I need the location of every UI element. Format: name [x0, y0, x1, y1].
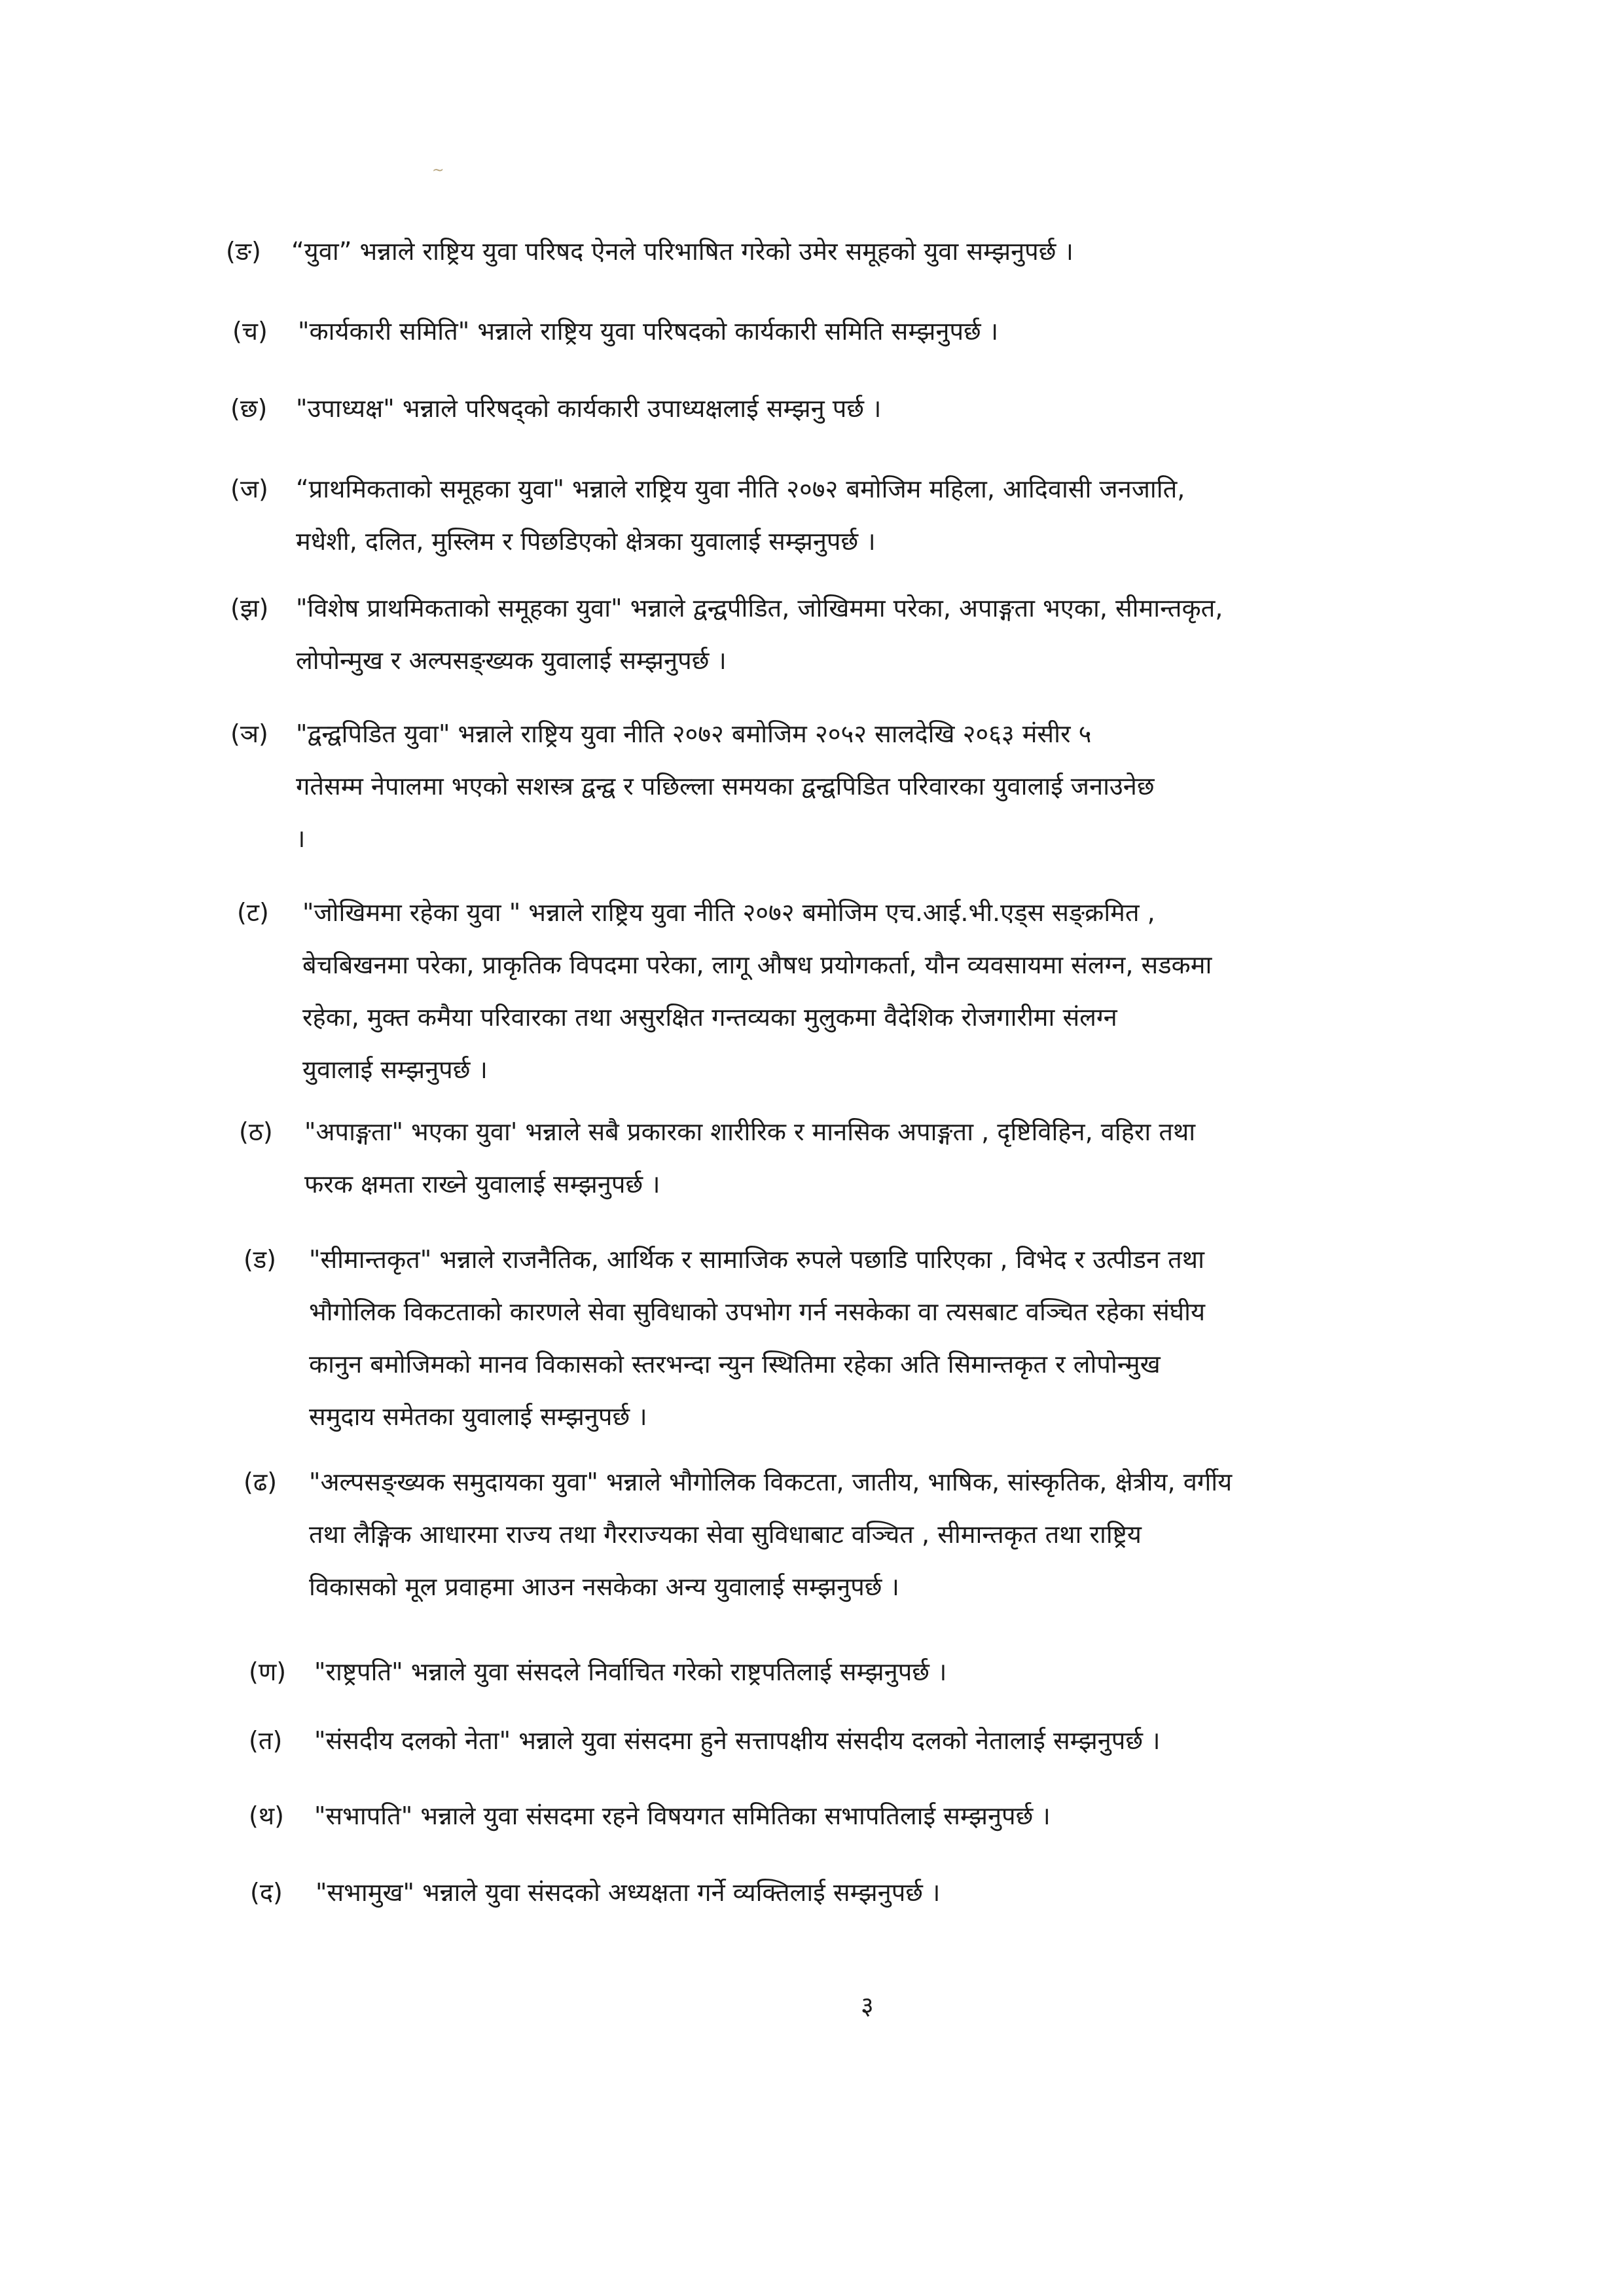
clause-da2	[250, 1880, 940, 1905]
clause-line	[230, 396, 881, 421]
clause-na	[249, 1659, 947, 1684]
clause-line	[244, 1470, 1232, 1494]
clause-marker: (छ)	[230, 394, 268, 423]
clause-line	[249, 1803, 1051, 1828]
clause-line	[230, 648, 1223, 673]
clause-line	[244, 1299, 1205, 1324]
clause-text: विकासको मूल प्रवाहमा आउन नसकेका अन्य युवालाई सम्झनुपर्छ ।	[309, 1572, 899, 1601]
clause-text: “युवा” भन्नाले राष्ट्रिय युवा परिषद ऐनले परिभाषित गरेको उमेर समूहको युवा सम्झनुपर्छ ।	[291, 237, 1074, 266]
clause-text: गतेसम्म नेपालमा भएको सशस्त्र द्वन्द्व र पछिल्ला समयका द्वन्द्वपिडित परिवारका युवालाई जनाउनेछ	[296, 772, 1155, 801]
clause-nga	[226, 239, 1074, 264]
clause-text: तथा लैङ्गिक आधारमा राज्य तथा गैरराज्यका सेवा सुविधाबाट वञ्चित , सीमान्तकृत तथा राष्ट्रिय	[309, 1520, 1142, 1549]
clause-text: कानुन बमोजिमको मानव विकासको स्तरभन्दा न्युन स्थितिमा रहेका अति सिमान्तकृत र लोपोन्मुख	[309, 1350, 1161, 1379]
clause-line	[249, 1728, 1160, 1753]
clause-line	[230, 774, 1154, 799]
clause-line	[230, 721, 1154, 746]
clause-text: "संसदीय दलको नेता" भन्नाले युवा संसदमा हुने सत्तापक्षीय संसदीय दलको नेतालाई सम्झनुपर्छ ।	[314, 1726, 1161, 1755]
clause-marker: (ण)	[249, 1657, 287, 1686]
clause-marker: (ठ)	[239, 1117, 273, 1146]
clause-text: "उपाध्यक्ष" भन्नाले परिषद्को कार्यकारी उपाध्यक्षलाई सम्झनु पर्छ ।	[296, 394, 882, 423]
clause-line	[230, 477, 1185, 501]
clause-marker: (त)	[249, 1726, 283, 1755]
clause-line	[244, 1352, 1205, 1377]
clause-text: "राष्ट्रपति" भन्नाले युवा संसदले निर्वाचित गरेको राष्ट्रपतिलाई सम्झनुपर्छ ।	[314, 1657, 947, 1686]
clause-line	[249, 1659, 947, 1684]
clause-text: लोपोन्मुख र अल्पसङ्ख्यक युवालाई सम्झनुपर्छ ।	[296, 646, 727, 675]
clause-marker: (ज)	[230, 475, 268, 503]
clause-cha	[232, 319, 998, 344]
clause-line	[226, 239, 1074, 264]
clause-line	[237, 1005, 1212, 1030]
clause-line	[230, 826, 1154, 851]
clause-text: बेचबिखनमा परेका, प्राकृतिक विपदमा परेका, लागू औषध प्रयोगकर्ता, यौन व्यवसायमा संलग्न, सडकमा	[302, 950, 1212, 979]
clause-text: ।	[296, 824, 306, 853]
clause-text: मधेशी, दलित, मुस्लिम र पिछडिएको क्षेत्रका युवालाई सम्झनुपर्छ ।	[296, 527, 876, 556]
clause-line	[230, 596, 1223, 621]
clause-text: "सीमान्तकृत" भन्नाले राजनैतिक, आर्थिक र सामाजिक रुपले पछाडि पारिएका , विभेद र उत्पीडन तथा	[309, 1245, 1204, 1274]
clause-text: "अल्पसङ्ख्यक समुदायका युवा" भन्नाले भौगोलिक विकटता, जातीय, भाषिक, सांस्कृतिक, क्षेत्रीय, वर्गीय	[309, 1468, 1233, 1496]
clause-text: फरक क्षमता राख्ने युवालाई सम्झनुपर्छ ।	[304, 1170, 660, 1199]
clause-marker: (ङ)	[226, 237, 261, 266]
clause-text: "अपाङ्गता" भएका युवा' भन्नाले सबै प्रकारका शारीरिक र मानसिक अपाङ्गता , दृष्टिविहिन, वहिरा तथा	[304, 1117, 1196, 1146]
clause-line	[237, 952, 1212, 977]
clause-line	[230, 529, 1185, 554]
clause-line	[237, 1057, 1212, 1082]
clause-nya	[230, 721, 1154, 851]
clause-jha	[230, 596, 1223, 673]
clause-marker: (ट)	[237, 898, 269, 927]
clause-line	[250, 1880, 940, 1905]
clause-text: "द्वन्द्वपिडित युवा" भन्नाले राष्ट्रिय युवा नीति २०७२ बमोजिम २०५२ सालदेखि २०६३ मंसीर ५	[296, 719, 1092, 748]
clause-text: "कार्यकारी समिति" भन्नाले राष्ट्रिय युवा परिषदको कार्यकारी समिति सम्झनुपर्छ ।	[298, 317, 999, 346]
clause-marker: (ढ)	[244, 1468, 278, 1496]
clause-line	[244, 1574, 1232, 1599]
clause-marker: (ञ)	[230, 719, 268, 748]
clause-text: "विशेष प्राथमिकताको समूहका युवा" भन्नाले द्वन्द्वपीडित, जोखिममा परेका, अपाङ्गता भएका, सीमान्तकृत,	[296, 594, 1223, 623]
clause-line	[239, 1172, 1195, 1197]
clause-ja	[230, 477, 1185, 554]
clause-text: “प्राथमिकताको समूहका युवा" भन्नाले राष्ट्रिय युवा नीति २०७२ बमोजिम महिला, आदिवासी जनजाति,	[296, 475, 1185, 503]
clause-text: भौगोलिक विकटताको कारणले सेवा सुविधाको उपभोग गर्न नसकेका वा त्यसबाट वञ्चित रहेका संघीय	[309, 1297, 1206, 1326]
clause-ta	[237, 900, 1212, 1082]
clause-line	[244, 1247, 1205, 1272]
clause-tha2	[249, 1803, 1051, 1828]
clause-text: "जोखिममा रहेका युवा " भन्नाले राष्ट्रिय युवा नीति २०७२ बमोजिम एच.आई.भी.एड्स सङ्क्रमित ,	[302, 898, 1155, 927]
clause-text: "सभापति" भन्नाले युवा संसदमा रहने विषयगत समितिका सभापतिलाई सम्झनुपर्छ ।	[314, 1801, 1051, 1830]
clause-chha	[230, 396, 881, 421]
page-number: ३	[861, 1991, 874, 2020]
clause-text: समुदाय समेतका युवालाई सम्झनुपर्छ ।	[309, 1402, 647, 1431]
clause-marker: (द)	[250, 1878, 283, 1907]
clause-text: रहेका, मुक्त कमैया परिवारका तथा असुरक्षित गन्तव्यका मुलुकमा वैदेशिक रोजगारीमा संलग्न	[302, 1003, 1117, 1032]
clause-text: "सभामुख" भन्नाले युवा संसदको अध्यक्षता गर्ने व्यक्तिलाई सम्झनुपर्छ ।	[316, 1878, 941, 1907]
clause-line	[244, 1522, 1232, 1547]
clause-tha	[239, 1119, 1195, 1197]
clause-marker: (ड)	[244, 1245, 276, 1274]
clause-line	[237, 900, 1212, 925]
clause-dha	[244, 1470, 1232, 1599]
clause-marker: (थ)	[249, 1801, 284, 1830]
scan-speck: ~	[432, 162, 444, 179]
clause-da	[244, 1247, 1205, 1429]
clause-ta2	[249, 1728, 1160, 1753]
clause-text: युवालाई सम्झनुपर्छ ।	[302, 1055, 488, 1084]
clause-line	[232, 319, 998, 344]
clause-line	[239, 1119, 1195, 1144]
clause-marker: (च)	[232, 317, 268, 346]
clause-marker: (झ)	[230, 594, 269, 623]
clause-line	[244, 1404, 1205, 1429]
